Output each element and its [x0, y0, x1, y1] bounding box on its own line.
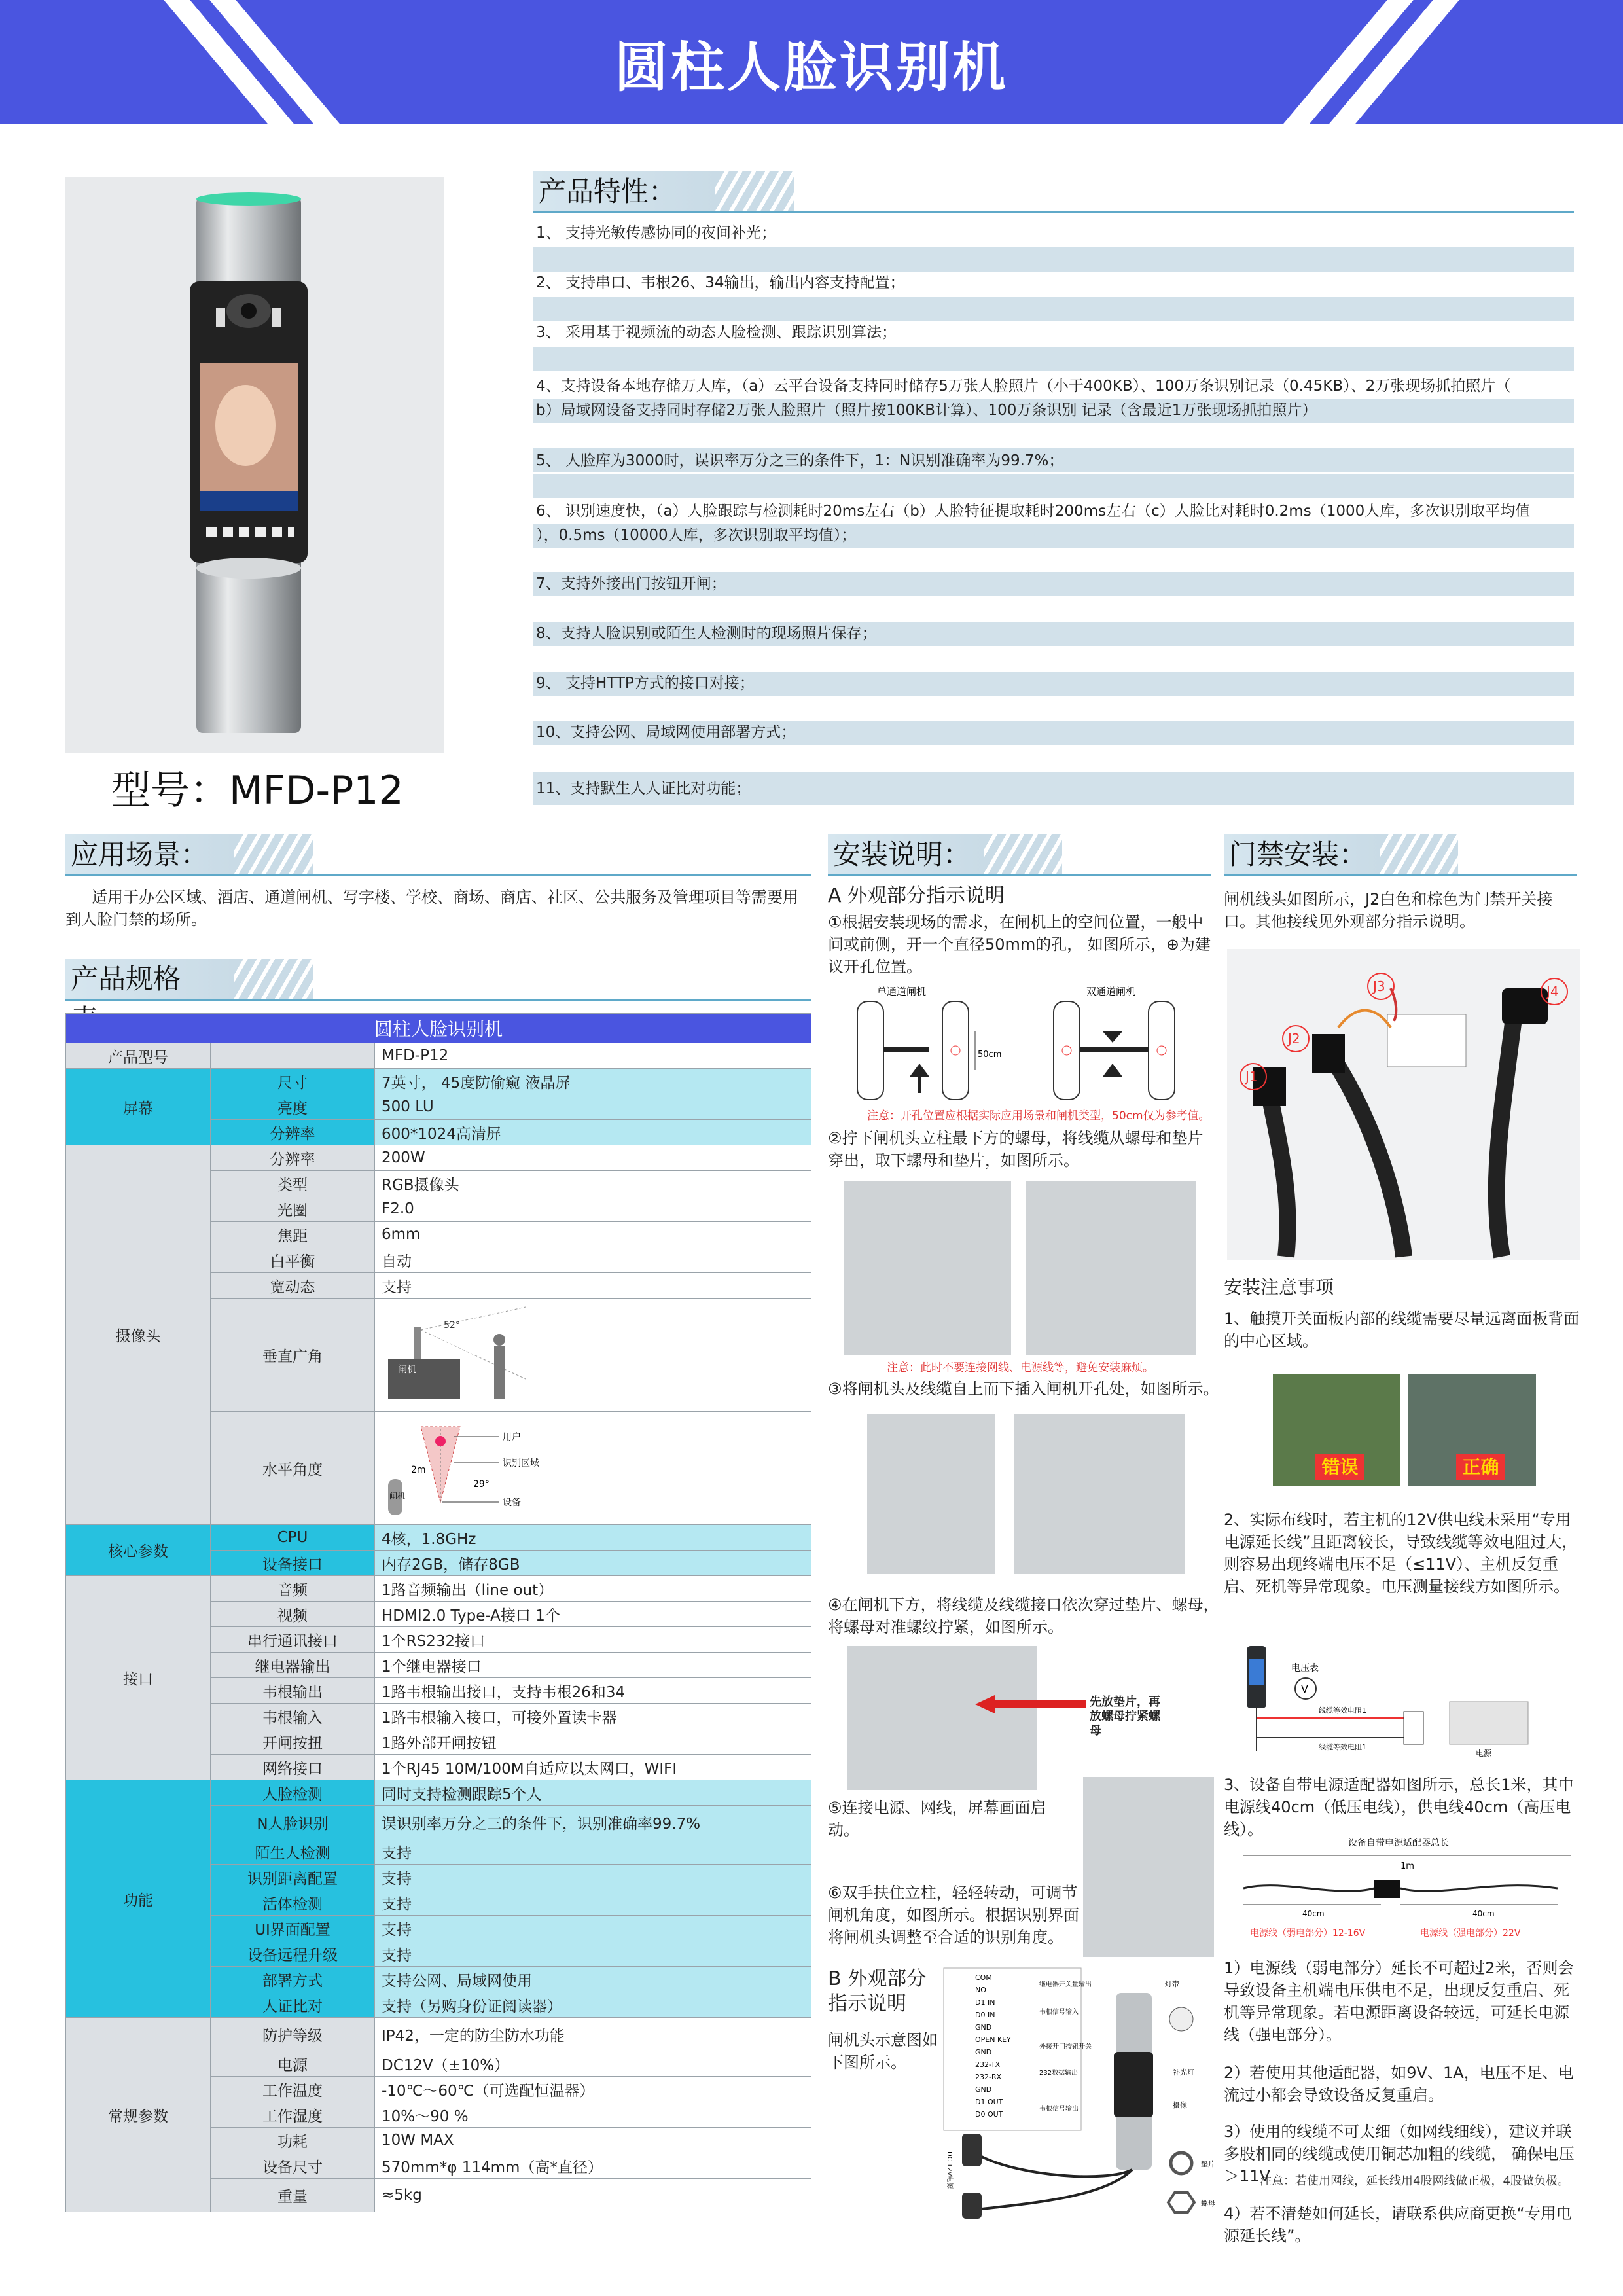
spec-value: 误识别率万分之三的条件下，识别准确率99.7%	[375, 1806, 812, 1839]
spec-key	[211, 1043, 375, 1069]
note-2: 注意：此时不要连接网线、电源线等，避免安装麻烦。	[887, 1361, 1154, 1374]
step5-photo	[1083, 1777, 1214, 1957]
spec-key: 光圈	[211, 1196, 375, 1222]
len-40a: 40cm	[1302, 1909, 1325, 1918]
wire-label: NO	[975, 1986, 986, 1994]
header-stripes	[234, 959, 313, 999]
wire-label: D1 IN	[975, 1998, 995, 2007]
gate-label: 闸机	[398, 1365, 416, 1375]
feature-band	[533, 597, 1574, 621]
arrow-note: 先放垫片，再放螺母拧紧螺母	[1090, 1695, 1160, 1738]
feature-line: 8、支持人脸识别或陌生人检测时的现场照片保存；	[533, 622, 1574, 646]
step2-photo-2	[1026, 1181, 1196, 1355]
spec-value: 支持	[375, 1273, 812, 1299]
note-1: 注意：开孔位置应根据实际应用场景和闸机类型，50cm仅为参考值。	[867, 1109, 1210, 1122]
spec-key: 尺寸	[211, 1069, 375, 1094]
spec-value: 10%～90 %	[375, 2102, 812, 2128]
spec-key: 类型	[211, 1171, 375, 1196]
feature-band	[533, 745, 1574, 770]
feature-line: 11、支持默生人人证比对功能；	[533, 772, 1574, 805]
header-line	[65, 874, 812, 876]
spec-value: 1个RJ45 10M/100M自适应以太网口，WIFI	[375, 1755, 812, 1780]
horizontal-angle-diagram	[375, 1412, 812, 1525]
distance-label: 2m	[411, 1465, 426, 1475]
features-title: 产品特性：	[533, 171, 715, 212]
wire-label: D0 OUT	[975, 2110, 1003, 2119]
spec-key: 分辨率	[211, 1120, 375, 1145]
wire-label: GND	[975, 2085, 992, 2094]
feature-line: 1、 支持光敏传感协同的夜间补光；	[536, 224, 776, 242]
spec-key: 焦距	[211, 1222, 375, 1247]
spec-key: 音频	[211, 1576, 375, 1602]
install-step3: ③将闸机头及线缆自上而下插入闸机开孔处，如图所示。	[828, 1380, 1219, 1398]
right-label: 正确	[1456, 1454, 1505, 1480]
header-stripes	[234, 834, 313, 875]
spec-value: 支持（另购身份证阅读器）	[375, 1992, 812, 2018]
spec-value: 4核，1.8GHz	[375, 1525, 812, 1551]
spec-key: 人脸检测	[211, 1780, 375, 1806]
install-step5: ⑤连接电源、网线，屏幕画面启动。	[828, 1799, 1046, 1839]
resist-label: 线缆等效电阻1	[1319, 1706, 1366, 1715]
j-label: J4	[1546, 984, 1559, 999]
spec-key: N人脸识别	[211, 1806, 375, 1839]
single-gate-label: 单通道闸机	[877, 986, 927, 997]
features-header	[533, 171, 1574, 212]
wire-label: COM	[975, 1973, 992, 1982]
wire-label: GND	[975, 2048, 992, 2056]
spec-table-title: 圆柱人脸识别机	[66, 1014, 812, 1043]
washer-label: 垫片	[1201, 2160, 1215, 2168]
j-label: J1	[1245, 1069, 1258, 1085]
spec-value: 同时支持检测跟踪5个人	[375, 1780, 812, 1806]
header-stripes	[1380, 834, 1458, 875]
install-b-title: B 外观部分指示说明	[828, 1967, 927, 2015]
step3-photo-1	[867, 1414, 995, 1574]
header-stripes	[715, 171, 794, 212]
header-line	[828, 874, 1211, 876]
spec-value: 内存2GB，储存8GB	[375, 1551, 812, 1576]
install-step6: ⑥双手扶住立柱，轻轻转动，可调节闸机角度，如图所示。根据识别界面将闸机头调整至合适的识别角度。	[828, 1884, 1079, 1946]
spec-key: 亮度	[211, 1094, 375, 1120]
head-label: 灯带	[1165, 1980, 1179, 1988]
step3-photo-2	[1014, 1414, 1185, 1574]
spec-key: 重量	[211, 2179, 375, 2212]
product-photo	[65, 177, 444, 753]
low-wire-label: 电源线（弱电部分）12-16V	[1250, 1928, 1366, 1939]
psu-label: 电源	[1476, 1749, 1492, 1758]
spec-value: IP42，一定的防尘防水功能	[375, 2018, 812, 2051]
install-step1: ①根据安装现场的需求，在闸机上的空间位置，一般中间或前侧，开一个直径50mm的孔， 如图所示，⊕为建议开孔位置。	[828, 913, 1211, 976]
spec-key: 功耗	[211, 2128, 375, 2153]
step2-photo-1	[844, 1181, 1011, 1355]
spec-value: ≈5kg	[375, 2179, 812, 2212]
high-wire-label: 电源线（强电部分）22V	[1420, 1928, 1521, 1939]
feature-band	[533, 247, 1574, 272]
spec-value: -10℃～60℃（可选配恒温器）	[375, 2077, 812, 2102]
spec-key: 韦根输出	[211, 1678, 375, 1704]
user-label: 用户	[503, 1432, 521, 1443]
spec-value: 支持	[375, 1941, 812, 1967]
feature-line: 5、 人脸库为3000时，误识率万分之三的条件下，1：N识别准确率为99.7%；	[536, 452, 1064, 469]
spec-value: 6mm	[375, 1222, 812, 1247]
notice-p2: 2）若使用其他适配器，如9V、1A，电压不足、电流过小都会导致设备反复重启。	[1224, 2064, 1574, 2104]
feature-line: ），0.5ms（10000人库，多次识别取平均值）；	[533, 524, 1574, 548]
spec-key: UI界面配置	[211, 1916, 375, 1941]
spec-key: 串行通讯接口	[211, 1627, 375, 1653]
len-40b: 40cm	[1472, 1909, 1495, 1918]
header-stripes	[984, 834, 1062, 875]
device-label: 设备	[503, 1498, 521, 1508]
resist-label: 线缆等效电阻1	[1319, 1743, 1366, 1751]
spec-value: 600*1024高清屏	[375, 1120, 812, 1145]
notice-p1: 1）电源线（弱电部分）延长不可超过2米，否则会导致设备主机端电压供电不足，出现反复重启、死机等异常现象。若电源距离设备较远，可延长电源线（强电部分）。	[1224, 1959, 1574, 2044]
head-wiring-diagram	[942, 1967, 1217, 2222]
spec-key: 网络接口	[211, 1755, 375, 1780]
feature-line: 10、支持公网、局域网使用部署方式；	[533, 721, 1574, 745]
access-title: 门禁安装：	[1224, 834, 1380, 875]
spec-value: DC12V（±10%）	[375, 2051, 812, 2077]
feature-band	[533, 474, 1574, 498]
spec-key: 继电器输出	[211, 1653, 375, 1678]
spec-value: 支持	[375, 1916, 812, 1941]
feature-band	[533, 548, 1574, 572]
spec-category: 常规参数	[66, 2018, 211, 2212]
spec-key: 水平角度	[211, 1412, 375, 1525]
wire-group-label: 232数据输出	[1039, 2070, 1079, 2077]
nut-label: 螺母	[1201, 2199, 1215, 2208]
spec-key: 防护等级	[211, 2018, 375, 2051]
install-step4: ④在闸机下方，将线缆及线缆接口依次穿过垫片、螺母，将螺母对准螺纹拧紧，如图所示。	[828, 1596, 1219, 1636]
adapter-diagram	[1230, 1833, 1584, 1944]
spec-key: 宽动态	[211, 1273, 375, 1299]
feature-line: 4、支持设备本地存储万人库，（a）云平台设备支持同时储存5万张人脸照片（小于400KB）、100万条识别记录（0.45KB）、2万张现场抓拍照片（	[536, 378, 1511, 395]
spec-category: 接口	[66, 1576, 211, 1780]
spec-key: 工作温度	[211, 2077, 375, 2102]
spec-key: 活体检测	[211, 1890, 375, 1916]
wire-label: 232-RX	[975, 2073, 1002, 2081]
double-gate-label: 双通道闸机	[1086, 986, 1136, 997]
spec-key: 电源	[211, 2051, 375, 2077]
spec-value: 1个RS232接口	[375, 1627, 812, 1653]
spec-category: 屏幕	[66, 1069, 211, 1145]
spec-key: 垂直广角	[211, 1299, 375, 1412]
wire-label: GND	[975, 2023, 992, 2032]
spec-key: 人证比对	[211, 1992, 375, 2018]
header-line	[1224, 874, 1577, 876]
header-line	[533, 211, 1574, 213]
spec-key: 识别距离配置	[211, 1865, 375, 1890]
spec-key: 设备尺寸	[211, 2153, 375, 2179]
spec-key: 开闸按扭	[211, 1729, 375, 1755]
install-a-title: A 外观部分指示说明	[828, 884, 1005, 907]
angle-h-label: 29°	[473, 1479, 490, 1490]
install-title: 安装说明：	[828, 834, 984, 875]
spec-key: 分辨率	[211, 1145, 375, 1171]
scenario-header	[65, 834, 812, 875]
scenario-title: 应用场景：	[65, 834, 234, 875]
spec-value: 1路外部开闸按钮	[375, 1729, 812, 1755]
spec-value: 支持	[375, 1865, 812, 1890]
spec-key: 部署方式	[211, 1967, 375, 1992]
notice-p3: 3）使用的线缆不可太细（如网线细线），建议并联多股相同的线缆或使用铜芯加粗的线缆， 确保电压＞11V	[1224, 2123, 1575, 2185]
spec-key: 韦根输入	[211, 1704, 375, 1729]
wire-group-label: 外接开门按钮开关	[1039, 2043, 1092, 2051]
wire-label: D1 OUT	[975, 2098, 1003, 2106]
spec-title: 产品规格	[65, 959, 234, 999]
feature-line: 7、支持外接出门按钮开闸；	[533, 572, 1574, 596]
spec-value: 1个继电器接口	[375, 1653, 812, 1678]
j-label: J2	[1288, 1031, 1300, 1047]
feature-line: 2、 支持串口、韦根26、34输出，输出内容支持配置；	[536, 274, 905, 291]
notice-2: 2、实际布线时，若主机的12V供电线未采用“专用电源延长线”且距离较长，导致线缆等效电阻过大，则容易出现终端电压不足（≤11V）、主机反复重启、死机等异常现象。电压测量接线方如图所示。	[1224, 1511, 1578, 1596]
step4-photo	[847, 1646, 1037, 1790]
spec-category: 功能	[66, 1780, 211, 2018]
install-b-text: 闸机头示意图如下图所示。	[828, 2031, 938, 2072]
red-arrow	[975, 1695, 1086, 1713]
feature-band	[533, 347, 1574, 371]
spec-key: 工作湿度	[211, 2102, 375, 2128]
spec-category: 核心参数	[66, 1525, 211, 1576]
gate-hole-diagram	[838, 982, 1204, 1109]
install-header	[828, 834, 1211, 875]
spec-value: HDMI2.0 Type-A接口 1个	[375, 1602, 812, 1627]
head-label: 摄像	[1173, 2101, 1187, 2109]
spec-key: 白平衡	[211, 1247, 375, 1273]
meter-label: 电压表	[1291, 1663, 1319, 1674]
svg-text:V: V	[1301, 1683, 1308, 1695]
feature-band	[533, 297, 1574, 321]
spec-header	[65, 959, 812, 999]
notice-p3-note: 注意：若使用网线，延长线用4股网线做正极，4股做负极。	[1260, 2174, 1569, 2188]
wire-label: OPEN KEY	[975, 2036, 1011, 2044]
wire-label: D0 IN	[975, 2011, 995, 2019]
head-label: 补光灯	[1173, 2068, 1194, 2077]
spec-value: 10W MAX	[375, 2128, 812, 2153]
vertical-angle-diagram	[375, 1299, 812, 1412]
dc-label: DC 12V电源	[946, 2151, 953, 2189]
feature-line: 9、 支持HTTP方式的接口对接；	[533, 672, 1574, 696]
access-intro: 闸机线头如图所示，J2白色和棕色为门禁开关接口。其他接线见外观部分指示说明。	[1224, 890, 1553, 931]
spec-value: 支持	[375, 1839, 812, 1865]
spec-key: 设备接口	[211, 1551, 375, 1576]
spec-value: 支持公网、局域网使用	[375, 1967, 812, 1992]
model-label: 型号：MFD-P12	[111, 768, 404, 814]
spec-key: 设备远程升级	[211, 1941, 375, 1967]
notice-p4: 4）若不清楚如何延长，请联系供应商更换“专用电源延长线”。	[1224, 2204, 1572, 2245]
scenario-text: 适用于办公区域、酒店、通道闸机、写字楼、学校、商场、商店、社区、公共服务及管理项目等需要用到人脸门禁的场所。	[65, 888, 798, 929]
spec-key: 陌生人检测	[211, 1839, 375, 1865]
spec-value: 支持	[375, 1890, 812, 1916]
spec-table	[65, 1013, 812, 2212]
spec-category: 摄像头	[66, 1145, 211, 1525]
wrong-label: 错误	[1315, 1454, 1364, 1480]
spec-value: 7英寸， 45度防偷窥 液晶屏	[375, 1069, 812, 1094]
voltage-diagram	[1240, 1640, 1535, 1761]
wire-label: 232-TX	[975, 2060, 1001, 2069]
spec-value: 500 LU	[375, 1094, 812, 1120]
gate-label: 闸机	[389, 1492, 406, 1501]
wire-group-label: 韦根信号输入	[1039, 2009, 1079, 2016]
feature-band	[533, 646, 1574, 670]
spec-value: 自动	[375, 1247, 812, 1273]
connector-photo	[1227, 949, 1580, 1260]
spec-value: MFD-P12	[375, 1043, 812, 1069]
adapter-title: 设备自带电源适配器总长	[1348, 1838, 1449, 1848]
access-header	[1224, 834, 1577, 875]
spec-value: 1路韦根输出接口，支持韦根26和34	[375, 1678, 812, 1704]
angle-v-label: 52°	[444, 1320, 460, 1331]
spec-key: 视频	[211, 1602, 375, 1627]
zone-label: 识别区域	[503, 1458, 539, 1469]
j-label: J3	[1373, 978, 1385, 994]
feature-band	[533, 696, 1574, 720]
feature-band	[533, 423, 1574, 447]
feature-line: 3、 采用基于视频流的动态人脸检测、跟踪识别算法；	[536, 324, 897, 341]
install-step2: ②拧下闸机头立柱最下方的螺母，将线缆从螺母和垫片穿出，取下螺母和垫片，如图所示。	[828, 1129, 1204, 1170]
spec-value: F2.0	[375, 1196, 812, 1222]
feature-line: b）局域网设备支持同时存储2万张人脸照片（照片按100KB计算）、100万条识别 记录（含最近1万张现场抓拍照片）	[533, 399, 1574, 423]
feature-line: 6、 识别速度快，（a）人脸跟踪与检测耗时20ms左右（b）人脸特征提取耗时200ms左右（c）人脸比对耗时0.2ms（1000人库，多次识别取平均值	[536, 503, 1531, 520]
spec-value: 1路音频输出（line out）	[375, 1576, 812, 1602]
notice-1: 1、触摸开关面板内部的线缆需要尽量远离面板背面的中心区域。	[1224, 1310, 1580, 1350]
spec-value: 1路韦根输入接口，可接外置读卡器	[375, 1704, 812, 1729]
notice-title: 安装注意事项	[1224, 1276, 1334, 1298]
wire-group-label: 韦根信号输出	[1039, 2106, 1079, 2113]
spec-value: 200W	[375, 1145, 812, 1171]
spec-value: RGB摄像头	[375, 1171, 812, 1196]
wire-group-label: 继电器开关量输出	[1039, 1981, 1092, 1988]
spec-key: CPU	[211, 1525, 375, 1551]
len-1m: 1m	[1400, 1861, 1414, 1871]
page-title: 圆柱人脸识别机	[614, 37, 1008, 99]
spec-category: 产品型号	[66, 1043, 211, 1069]
notice-3: 3、设备自带电源适配器如图所示，总长1米，其中电源线40cm（低压电线），供电线40cm（高压电线）。	[1224, 1776, 1574, 1839]
spec-value: 570mm*φ 114mm（高*直径）	[375, 2153, 812, 2179]
dim-label: 50cm	[978, 1050, 1002, 1060]
header-line	[65, 999, 812, 1001]
